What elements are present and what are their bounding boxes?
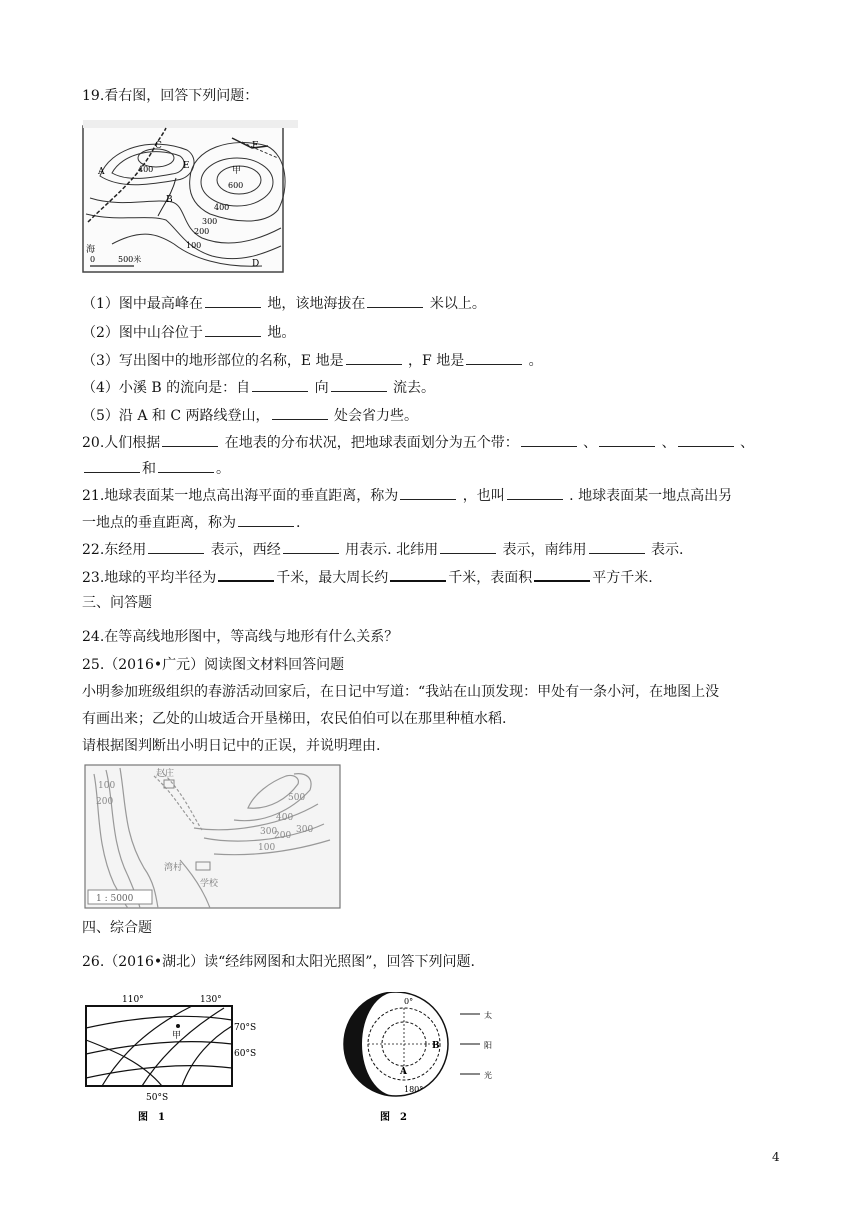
blank[interactable] — [84, 459, 140, 473]
q24-stem: 24.在等高线地形图中，等高线与地形有什么关系？ — [82, 629, 399, 645]
blank[interactable] — [678, 433, 734, 447]
blank[interactable] — [218, 567, 274, 582]
blank[interactable] — [162, 433, 218, 447]
svg-text:300: 300 — [296, 825, 314, 835]
svg-text:300: 300 — [202, 217, 218, 226]
svg-text:100: 100 — [186, 241, 202, 250]
svg-text:B: B — [166, 195, 173, 205]
blank[interactable] — [252, 378, 308, 392]
blank[interactable] — [534, 567, 590, 582]
section-3-heading: 三、问答题 — [82, 595, 152, 611]
q19-sub5: （5）沿 A 和 C 两路线登山， 处会省力些。 — [82, 408, 418, 424]
q19-sub2: （2）图中山谷位于 地。 — [82, 325, 296, 341]
sunlight-illumination-figure — [330, 992, 520, 1124]
svg-text:A: A — [400, 1067, 407, 1077]
svg-text:400: 400 — [276, 813, 294, 823]
q26-stem: 26.（2016•湖北）读“经纬网图和太阳光照图”，回答下列问题. — [82, 954, 475, 970]
blank[interactable] — [158, 459, 214, 473]
blank[interactable] — [346, 351, 402, 365]
svg-text:湾村: 湾村 — [164, 863, 183, 873]
svg-text:光: 光 — [484, 1071, 492, 1080]
svg-text:太: 太 — [484, 1011, 492, 1020]
svg-text:F: F — [252, 141, 259, 151]
svg-text:200: 200 — [274, 831, 292, 841]
q19-sub4: （4）小溪 B 的流向是：自 向 流去。 — [82, 380, 436, 396]
blank[interactable] — [390, 567, 446, 582]
svg-text:0°: 0° — [404, 997, 414, 1006]
q22-line: 22.东经用 表示，西经 用表示. 北纬用 表示，南纬用 表示. — [82, 542, 684, 558]
svg-text:D: D — [252, 259, 260, 269]
q20-line2: 和 。 — [82, 459, 230, 478]
q25-para2: 有画出来；乙处的山坡适合开垦梯田，农民伯伯可以在那里种植水稻. — [82, 711, 507, 727]
svg-text:500: 500 — [288, 793, 306, 803]
svg-text:180°: 180° — [404, 1085, 424, 1094]
svg-text:130°: 130° — [200, 995, 222, 1005]
q25-para1: 小明参加班级组织的春游活动回家后，在日记中写道：“我站在山顶发现：甲处有一条小河，在地图上没 — [82, 684, 720, 700]
svg-text:海: 海 — [86, 245, 96, 255]
q21-line1: 21.地球表面某一地点高出海平面的垂直距离，称为 ，也叫 . 地球表面某一地点高出另 — [82, 488, 733, 504]
svg-text:B: B — [432, 1041, 440, 1051]
svg-text:1 : 5000: 1 : 5000 — [96, 894, 134, 904]
topographic-map-2 — [84, 764, 342, 910]
blank[interactable] — [599, 433, 655, 447]
blank[interactable] — [400, 486, 456, 500]
blank[interactable] — [521, 433, 577, 447]
svg-text:阳: 阳 — [484, 1041, 492, 1050]
blank[interactable] — [238, 513, 294, 527]
svg-text:500米: 500米 — [118, 255, 142, 264]
q25-stem: 25.（2016•广元）阅读图文材料回答问题 — [82, 657, 345, 673]
svg-text:200: 200 — [96, 797, 114, 807]
svg-text:400: 400 — [138, 165, 154, 174]
topographic-map-1 — [82, 118, 300, 274]
svg-text:0: 0 — [90, 255, 96, 264]
blank[interactable] — [367, 294, 423, 308]
blank[interactable] — [589, 540, 645, 554]
svg-text:100: 100 — [98, 781, 116, 791]
svg-text:200: 200 — [194, 227, 210, 236]
blank[interactable] — [331, 378, 387, 392]
svg-text:赵庄: 赵庄 — [156, 769, 175, 779]
svg-text:图 2: 图 2 — [380, 1112, 407, 1123]
blank[interactable] — [440, 540, 496, 554]
q19-sub1: （1）图中最高峰在 地，该地海拔在 米以上。 — [82, 296, 486, 312]
blank[interactable] — [466, 351, 522, 365]
lat-long-grid-figure — [82, 992, 282, 1124]
blank[interactable] — [507, 486, 563, 500]
svg-text:70°S: 70°S — [234, 1023, 257, 1033]
svg-text:甲: 甲 — [232, 166, 242, 176]
svg-text:100: 100 — [258, 843, 276, 853]
svg-text:300: 300 — [260, 827, 278, 837]
svg-text:图 1: 图 1 — [138, 1112, 165, 1123]
svg-text:C: C — [155, 141, 162, 151]
svg-text:110°: 110° — [122, 995, 144, 1005]
blank[interactable] — [283, 540, 339, 554]
q19-stem: 19.看右图，回答下列问题： — [82, 88, 259, 104]
q21-line2: 一地点的垂直距离，称为 . — [82, 515, 301, 531]
svg-text:学校: 学校 — [200, 879, 219, 889]
svg-text:A: A — [98, 167, 105, 177]
page-number: 4 — [772, 1150, 780, 1164]
blank[interactable] — [148, 540, 204, 554]
q20-line1: 20.人们根据 在地表的分布状况，把地球表面划分为五个带： 、 、 、 — [82, 435, 755, 451]
q19-sub3: （3）写出图中的地形部位的名称，E 地是 ，F 地是 。 — [82, 353, 543, 369]
q23-line: 23.地球的平均半径为 千米，最大周长约 千米，表面积 平方千米. — [82, 567, 653, 587]
blank[interactable] — [205, 323, 261, 337]
svg-text:60°S: 60°S — [234, 1049, 257, 1059]
blank[interactable] — [272, 406, 328, 420]
svg-text:600: 600 — [228, 181, 244, 190]
blank[interactable] — [205, 294, 261, 308]
section-4-heading: 四、综合题 — [82, 920, 152, 936]
svg-text:400: 400 — [214, 203, 230, 212]
svg-text:甲: 甲 — [172, 1031, 182, 1041]
svg-text:E: E — [183, 161, 190, 171]
svg-text:50°S: 50°S — [146, 1093, 169, 1103]
q25-para3: 请根据图判断出小明日记中的正误，并说明理由. — [82, 738, 381, 754]
